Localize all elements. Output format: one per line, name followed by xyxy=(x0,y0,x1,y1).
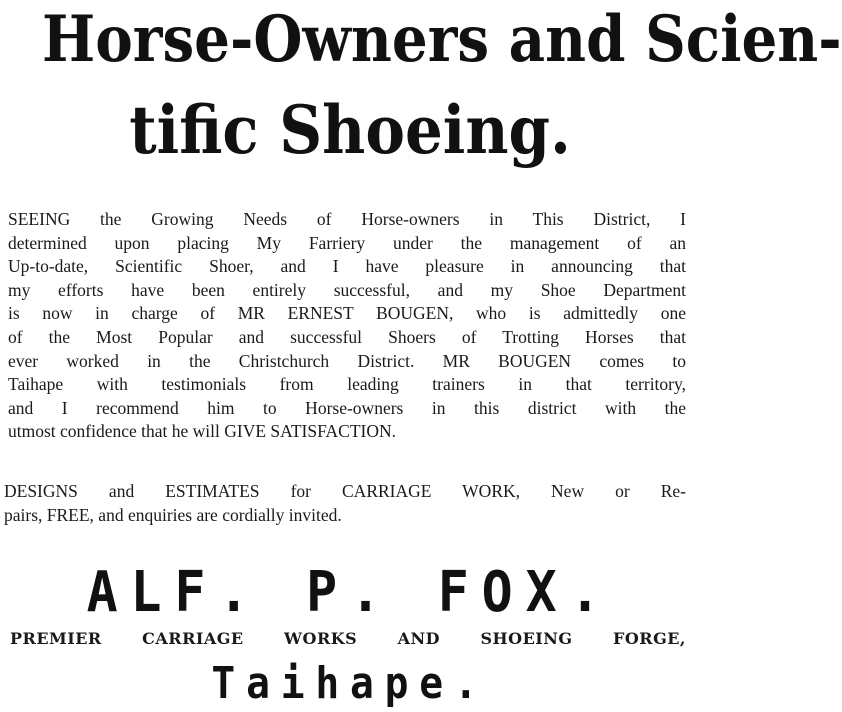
paragraph-line: Taihape with testimonials from leading trainers in that territory, xyxy=(8,374,686,395)
paragraph-line: SEEING the Growing Needs of Horse-owners in This District, I xyxy=(8,209,686,229)
headline-line-1: Horse-Owners and Scien- xyxy=(42,2,842,77)
announcement-paragraph xyxy=(8,208,686,444)
designs-paragraph xyxy=(4,480,686,527)
business-name: PREMIER CARRIAGE WORKS AND SHOEING FORGE, xyxy=(10,629,686,648)
designs-line: pairs, FREE, and enquiries are cordially invited. xyxy=(4,504,342,525)
paragraph-line: utmost confidence that he will GIVE SATISFACTION. xyxy=(8,421,397,442)
paragraph-line: Up-to-date, Scientific Shoer, and I have pleasure in announcing that xyxy=(8,256,686,277)
designs-line: DESIGNS and ESTIMATES for CARRIAGE WORK, New or Re- xyxy=(4,481,686,501)
proprietor-name: ALF. P. FOX. xyxy=(86,560,614,625)
paragraph-line: determined upon placing My Farriery under the management of an xyxy=(8,232,686,253)
town-name: Taihape. xyxy=(211,658,489,709)
paragraph-line: my efforts have been entirely successful, and my Shoe Department xyxy=(8,279,686,300)
paragraph-line: ever worked in the Christchurch District. MR BOUGEN comes to xyxy=(8,350,686,371)
headline-line-2: tific Shoeing. xyxy=(129,91,571,169)
paragraph-line: of the Most Popular and successful Shoers of Trotting Horses that xyxy=(8,326,686,347)
paragraph-line: is now in charge of MR ERNEST BOUGEN, who is admittedly one xyxy=(8,303,686,324)
paragraph-line: and I recommend him to Horse-owners in this district with the xyxy=(8,397,686,418)
